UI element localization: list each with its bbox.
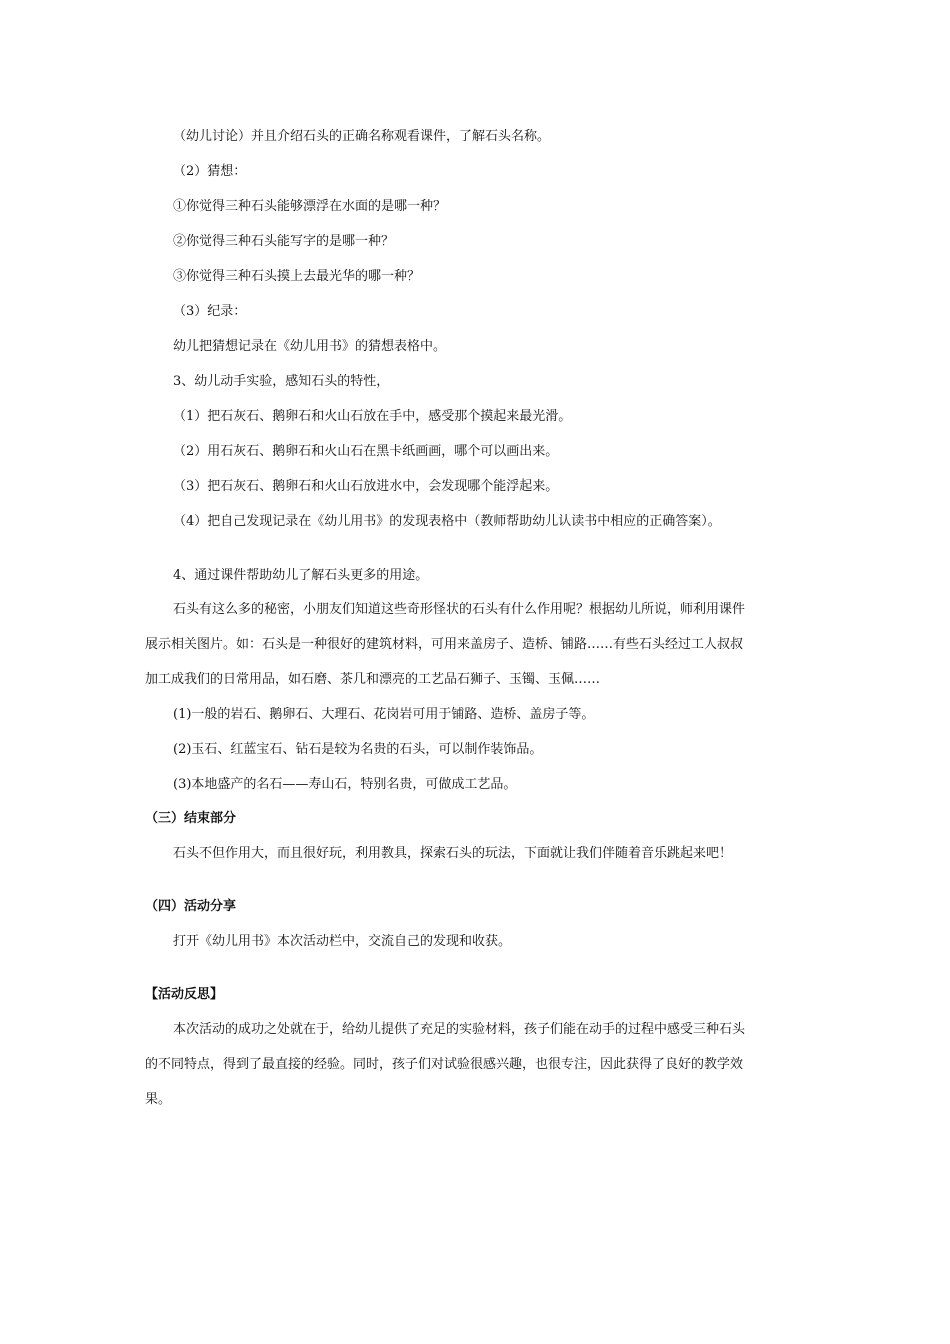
section-heading: （四）活动分享 [145,899,237,914]
text-line: 果。 [145,1092,172,1107]
text-line: 打开《幼儿用书》本次活动栏中，交流自己的发现和收获。 [173,934,512,949]
text-line: 石头不但作用大，而且很好玩，利用教具，探索石头的玩法，下面就让我们伴随着音乐跳起来吧！ [173,846,733,861]
text-line: （1）把石灰石、鹅卵石和火山石放在手中，感受那个摸起来最光滑。 [173,409,572,424]
text-line: （3）把石灰石、鹅卵石和火山石放进水中，会发现哪个能浮起来。 [173,479,559,494]
text-line: 幼儿把猜想记录在《幼儿用书》的猜想表格中。 [173,339,447,354]
text-line: (3)本地盛产的名石——寿山石，特别名贵，可做成工艺品。 [173,777,517,792]
text-line: ①你觉得三种石头能够漂浮在水面的是哪一种？ [173,199,447,214]
text-line: （4）把自己发现记录在《幼儿用书》的发现表格中（教师帮助幼儿认读书中相应的正确答案）。 [173,514,721,529]
text-line: (2)玉石、红蓝宝石、钻石是较为名贵的石头，可以制作装饰品。 [173,742,543,757]
text-line: 加工成我们的日常用品，如石磨、茶几和漂亮的工艺品石狮子、玉镯、玉佩…… [145,672,601,687]
section-heading: （三）结束部分 [145,811,237,826]
text-line: (1)一般的岩石、鹅卵石、大理石、花岗岩可用于铺路、造桥、盖房子等。 [173,707,595,722]
text-line: （3）纪录： [173,304,247,319]
text-line: ②你觉得三种石头能写字的是哪一种？ [173,234,395,249]
text-line: 本次活动的成功之处就在于，给幼儿提供了充足的实验材料，孩子们能在动手的过程中感受三种石头 [173,1022,746,1037]
text-line: 3、幼儿动手实验，感知石头的特性， [173,374,390,389]
text-line: ③你觉得三种石头摸上去最光华的哪一种？ [173,269,421,284]
text-line: （幼儿讨论）并且介绍石头的正确名称观看课件，了解石头名称。 [173,129,551,144]
text-line: 4、通过课件帮助幼儿了解石头更多的用途。 [173,568,429,583]
text-line: （2）猜想： [173,164,247,179]
text-line: 的不同特点，得到了最直接的经验。同时，孩子们对试验很感兴趣，也很专注，因此获得了良好的教学效 [145,1057,744,1072]
text-line: 石头有这么多的秘密，小朋友们知道这些奇形怪状的石头有什么作用呢？根据幼儿所说，师利用课件 [173,602,746,617]
text-line: （2）用石灰石、鹅卵石和火山石在黑卡纸画画，哪个可以画出来。 [173,444,559,459]
text-line: 展示相关图片。如：石头是一种很好的建筑材料，可用来盖房子、造桥、铺路……有些石头经过工人叔叔 [145,637,744,652]
section-heading: 【活动反思】 [145,987,224,1002]
